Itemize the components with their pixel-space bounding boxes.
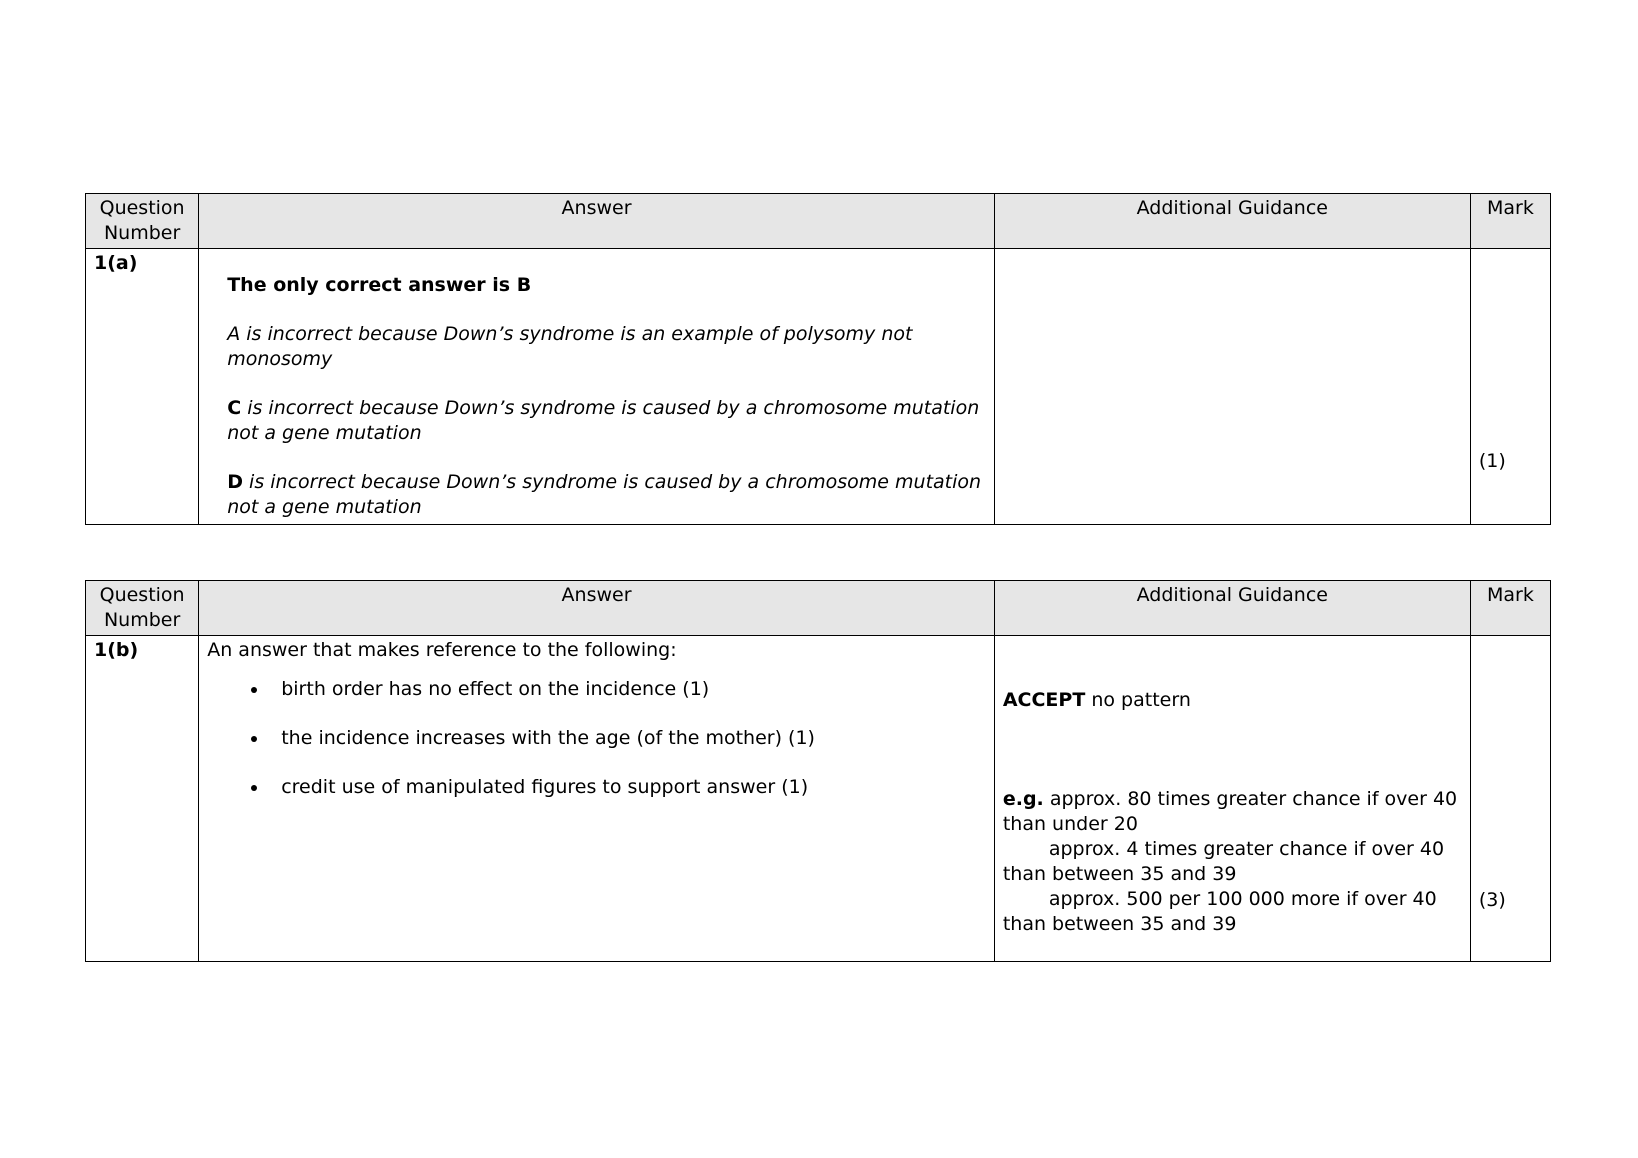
example-3: approx. 500 per 100 000 more if over 40 than between 35 and 39 — [1002, 888, 1437, 935]
accept-note: ACCEPT no pattern — [1002, 689, 1191, 711]
answer-cell — [199, 249, 995, 525]
header-mark: Mark — [1470, 194, 1550, 249]
answer-cell — [199, 636, 995, 962]
header-answer: Answer — [199, 194, 995, 249]
header-question-number: Question Number — [86, 581, 199, 636]
option-c-explanation: C is incorrect because Down’s syndrome is caused by a chromosome mutation not a gene mutation — [227, 397, 980, 444]
example-2: approx. 4 times greater chance if over 40 than between 35 and 39 — [1002, 838, 1445, 885]
guidance-cell — [994, 249, 1470, 525]
header-answer: Answer — [199, 581, 995, 636]
answer-point: • birth order has no effect on the incidence (1) — [269, 677, 986, 702]
header-question-number: Question Number — [86, 194, 199, 249]
option-a-explanation: A is incorrect because Down’s syndrome is an example of polysomy not monosomy — [227, 323, 913, 370]
header-guidance: Additional Guidance — [994, 194, 1470, 249]
question-1b-table — [85, 580, 1551, 962]
question-number: 1(b) — [94, 639, 139, 661]
question-number: 1(a) — [94, 252, 138, 274]
option-d-explanation: D is incorrect because Down’s syndrome is caused by a chromosome mutation not a gene mutation — [227, 471, 982, 518]
guidance-cell — [994, 636, 1470, 962]
example-1: e.g. approx. 80 times greater chance if over 40 than under 20 — [1002, 788, 1458, 835]
mark: (1) — [1478, 450, 1506, 472]
question-1a-table — [85, 193, 1551, 525]
mark: (3) — [1478, 889, 1506, 911]
answer-point: • credit use of manipulated figures to support answer (1) — [269, 775, 986, 800]
header-guidance: Additional Guidance — [994, 581, 1470, 636]
answer-point: • the incidence increases with the age (of the mother) (1) — [269, 726, 986, 751]
correct-answer: The only correct answer is B — [227, 274, 532, 296]
header-mark: Mark — [1470, 581, 1550, 636]
answer-intro: An answer that makes reference to the following: — [207, 639, 677, 661]
